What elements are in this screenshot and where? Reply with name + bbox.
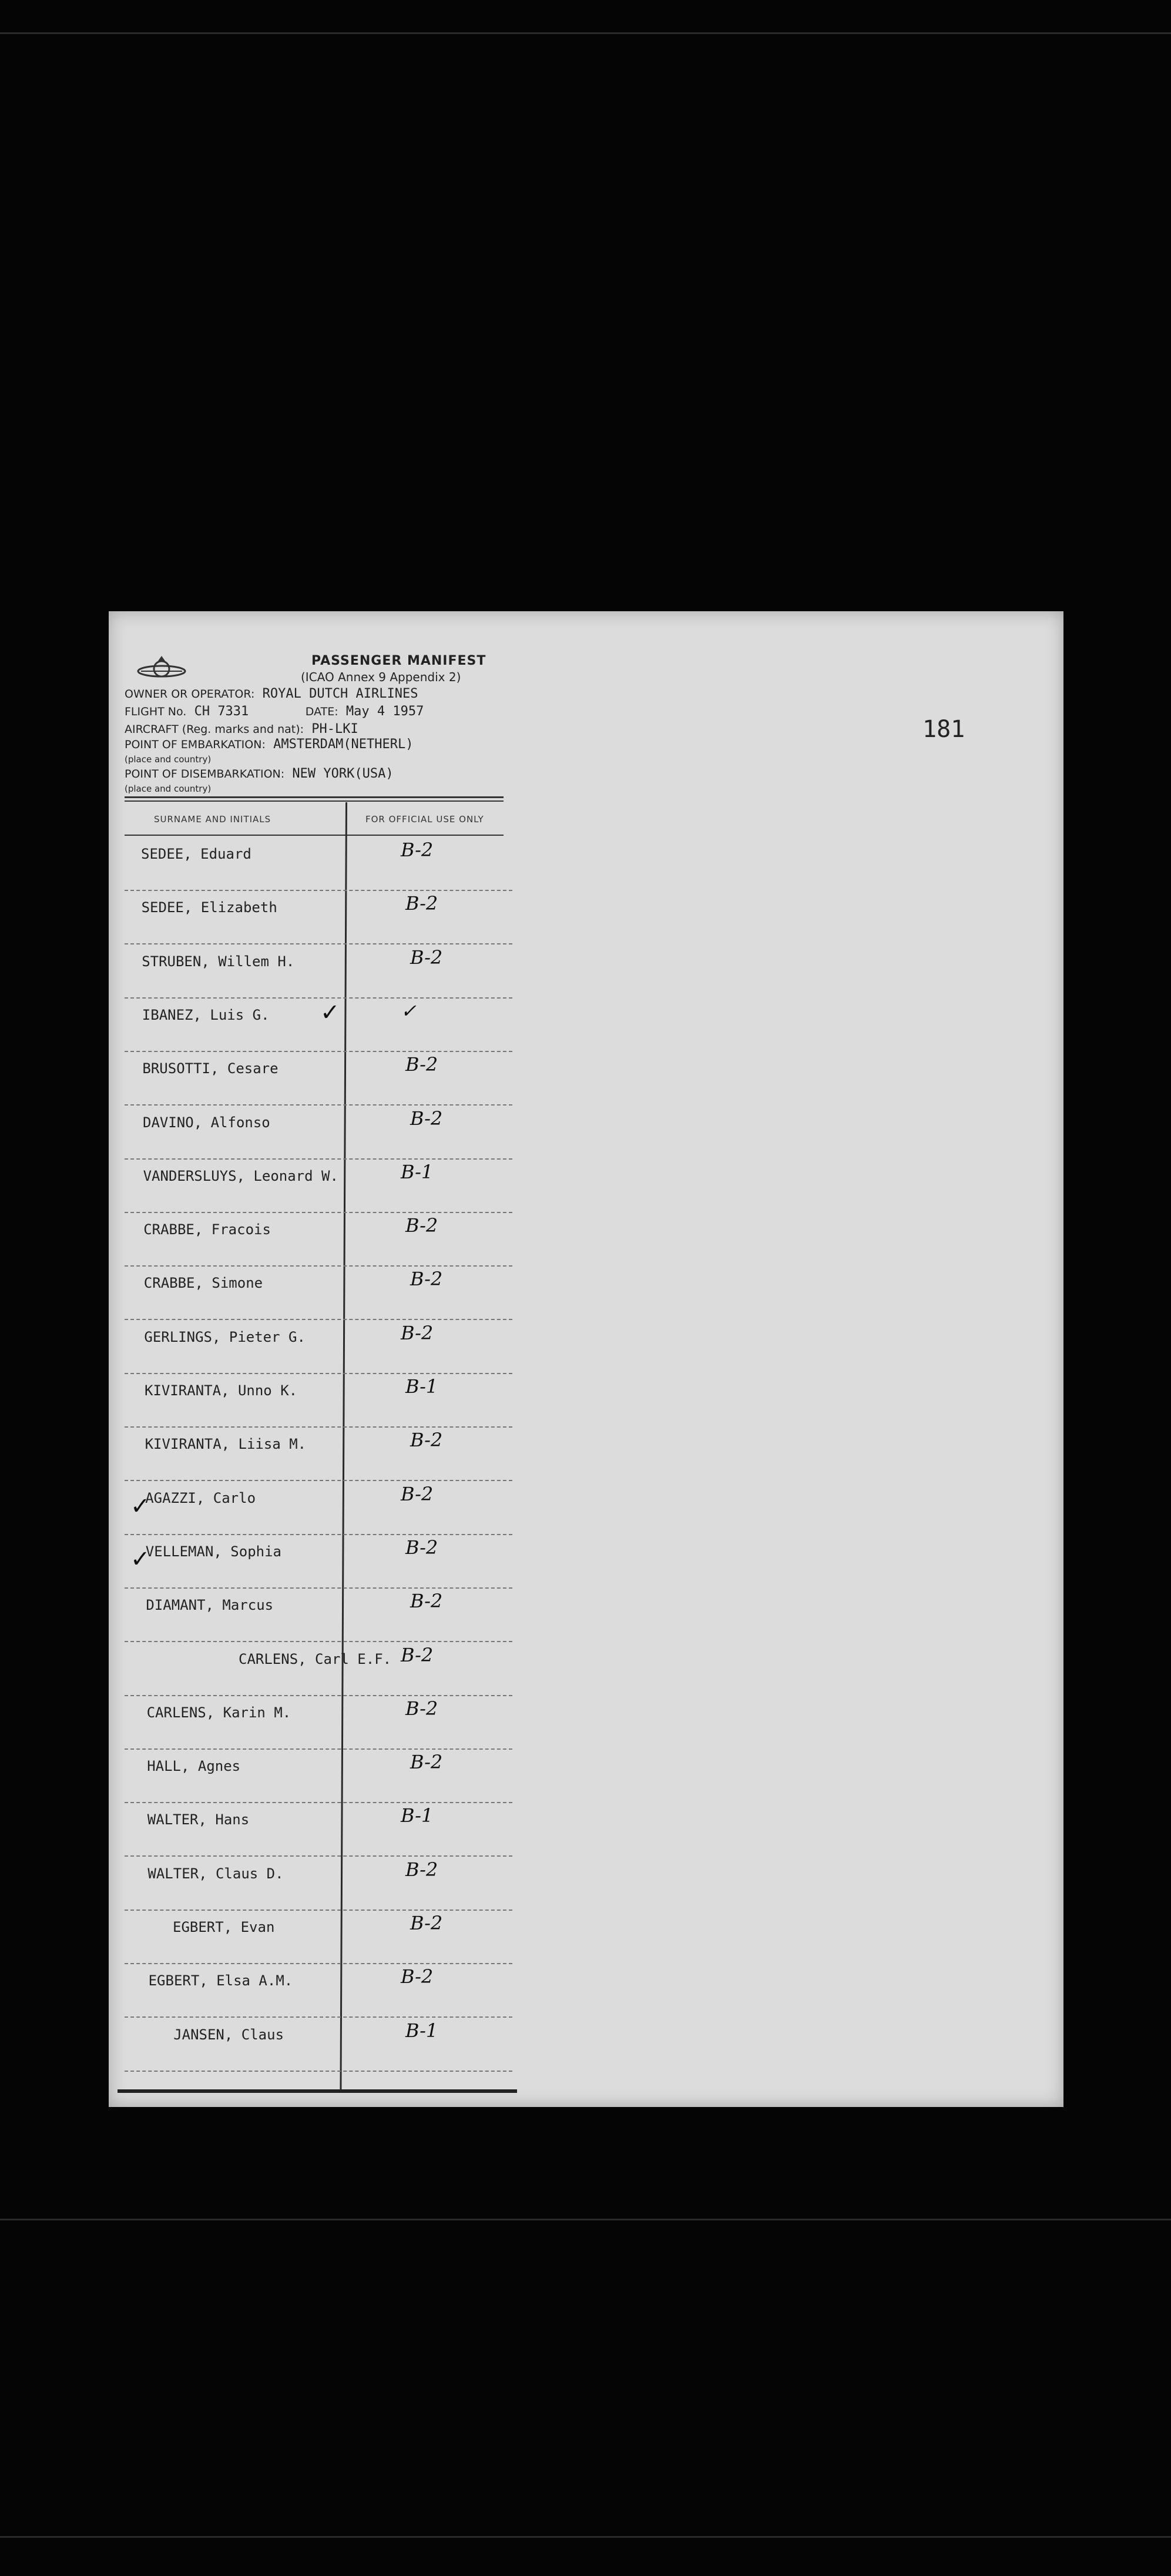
table-row	[125, 1857, 518, 1911]
table-row	[125, 1106, 518, 1160]
table-row	[125, 1696, 518, 1750]
official-use-mark: B-1	[405, 1375, 438, 1398]
table-row	[125, 1052, 518, 1106]
passenger-name: GERLINGS, Pieter G.	[144, 1328, 306, 1345]
film-edge-line	[0, 2536, 1171, 2538]
passenger-name: BRUSOTTI, Cesare	[142, 1060, 279, 1077]
manifest-title: PASSENGER MANIFEST	[311, 654, 486, 668]
official-use-mark: B-2	[401, 1482, 434, 1505]
passenger-name: AGAZZI, Carlo	[145, 1489, 256, 1506]
official-use-mark: B-2	[410, 1429, 443, 1452]
header-rule	[125, 796, 504, 798]
passenger-name: KIVIRANTA, Unno K.	[145, 1382, 298, 1399]
passenger-name: DAVINO, Alfonso	[143, 1114, 270, 1131]
table-row	[125, 945, 518, 999]
official-use-mark: B-2	[405, 1536, 438, 1559]
table-row	[125, 1643, 518, 1696]
table-row	[125, 1213, 518, 1267]
bottom-rule	[118, 2089, 517, 2093]
flight-line	[125, 704, 424, 719]
check-mark-icon: ✓	[320, 999, 340, 1026]
embark-line	[125, 737, 414, 752]
owner-line	[125, 686, 418, 701]
table-row	[125, 1428, 518, 1481]
column-header-rule	[125, 835, 504, 836]
header-rule	[125, 800, 504, 802]
official-use-mark: B-2	[405, 892, 438, 915]
official-use-mark: B-2	[401, 1643, 434, 1666]
date-value: May 4 1957	[345, 704, 424, 719]
passenger-name: SEDEE, Elizabeth	[141, 899, 277, 916]
passenger-name: JANSEN, Claus	[173, 2026, 284, 2043]
table-row	[125, 1589, 518, 1642]
official-use-mark: B-2	[410, 946, 443, 969]
table-row	[125, 1535, 518, 1589]
table-row	[125, 1482, 518, 1535]
passenger-name: DIAMANT, Marcus	[146, 1597, 274, 1614]
official-use-mark: B-2	[401, 839, 434, 861]
airline-logo-icon	[135, 651, 188, 686]
passenger-name: CRABBE, Simone	[143, 1275, 263, 1292]
official-use-mark: B-2	[405, 1053, 438, 1076]
passenger-name: EGBERT, Elsa A.M.	[148, 1972, 293, 1989]
aircraft-value: PH-LKI	[311, 722, 358, 736]
official-use-mark: B-1	[401, 1160, 434, 1183]
row-separator	[125, 2071, 512, 2072]
passenger-name: WALTER, Hans	[147, 1811, 250, 1828]
manifest-subtitle: (ICAO Annex 9 Appendix 2)	[301, 670, 461, 684]
passenger-name: VELLEMAN, Sophia	[145, 1543, 281, 1560]
passenger-name: VANDERSLUYS, Leonard W.	[143, 1167, 338, 1184]
official-use-column-header: FOR OFFICIAL USE ONLY	[365, 814, 484, 825]
official-use-mark: B-1	[401, 1804, 434, 1827]
aircraft-line	[125, 722, 358, 736]
table-row	[125, 891, 518, 944]
passenger-name: KIVIRANTA, Liisa M.	[145, 1436, 307, 1453]
flight-label: FLIGHT No.	[125, 705, 187, 718]
owner-label: OWNER OR OPERATOR:	[125, 688, 255, 701]
official-use-mark: B-2	[401, 1321, 434, 1344]
table-row	[125, 2018, 518, 2072]
table-row	[125, 838, 518, 891]
table-row	[125, 1911, 518, 1964]
film-edge-line	[0, 2219, 1171, 2220]
official-use-mark: B-2	[410, 1268, 443, 1291]
passenger-name: SEDEE, Eduard	[141, 846, 251, 862]
table-row	[125, 1267, 518, 1320]
check-mark-icon: ✓	[130, 1493, 150, 1520]
official-use-mark: B-2	[401, 1965, 434, 1988]
table-row	[125, 1750, 518, 1803]
aircraft-label: AIRCRAFT (Reg. marks and nat):	[125, 723, 304, 736]
passenger-name: WALTER, Claus D.	[147, 1865, 284, 1882]
table-row	[125, 1803, 518, 1857]
table-row	[125, 1321, 518, 1374]
disembark-value: NEW YORK(USA)	[292, 766, 394, 781]
official-use-mark: ✓	[401, 999, 417, 1022]
official-use-mark: B-2	[405, 1214, 438, 1237]
passenger-name: CRABBE, Fracois	[143, 1221, 271, 1238]
table-row	[125, 1964, 518, 2018]
embark-note: (place and country)	[125, 754, 212, 765]
official-use-mark: B-1	[405, 2019, 438, 2042]
surname-column-header: SURNAME AND INITIALS	[154, 814, 271, 825]
passenger-name: CARLENS, Carl E.F.	[239, 1650, 392, 1667]
official-use-mark: B-2	[405, 1858, 438, 1881]
film-edge-line	[0, 32, 1171, 34]
official-use-mark: B-2	[405, 1697, 438, 1720]
check-mark-icon: ✓	[130, 1546, 150, 1573]
passenger-name: CARLENS, Karin M.	[146, 1704, 291, 1721]
page-number: 181	[922, 716, 965, 743]
disembark-note: (place and country)	[125, 783, 212, 794]
official-use-mark: B-2	[410, 1751, 443, 1774]
date-label: DATE:	[305, 705, 338, 718]
embark-value: AMSTERDAM(NETHERL)	[273, 737, 414, 752]
table-row	[125, 1160, 518, 1213]
passenger-name: HALL, Agnes	[147, 1758, 241, 1775]
official-use-mark: B-2	[410, 1912, 443, 1934]
flight-value: CH 7331	[194, 704, 249, 719]
passenger-name: IBANEZ, Luis G.	[142, 1006, 270, 1023]
table-row	[125, 1374, 518, 1428]
embark-label: POINT OF EMBARKATION:	[125, 738, 266, 751]
owner-value: ROYAL DUTCH AIRLINES	[262, 686, 418, 701]
disembark-line	[125, 766, 394, 781]
official-use-mark: B-2	[410, 1107, 443, 1130]
disembark-label: POINT OF DISEMBARKATION:	[125, 768, 285, 780]
passenger-name: EGBERT, Evan	[173, 1919, 275, 1935]
official-use-mark: B-2	[410, 1590, 443, 1613]
passenger-name: STRUBEN, Willem H.	[142, 953, 295, 970]
